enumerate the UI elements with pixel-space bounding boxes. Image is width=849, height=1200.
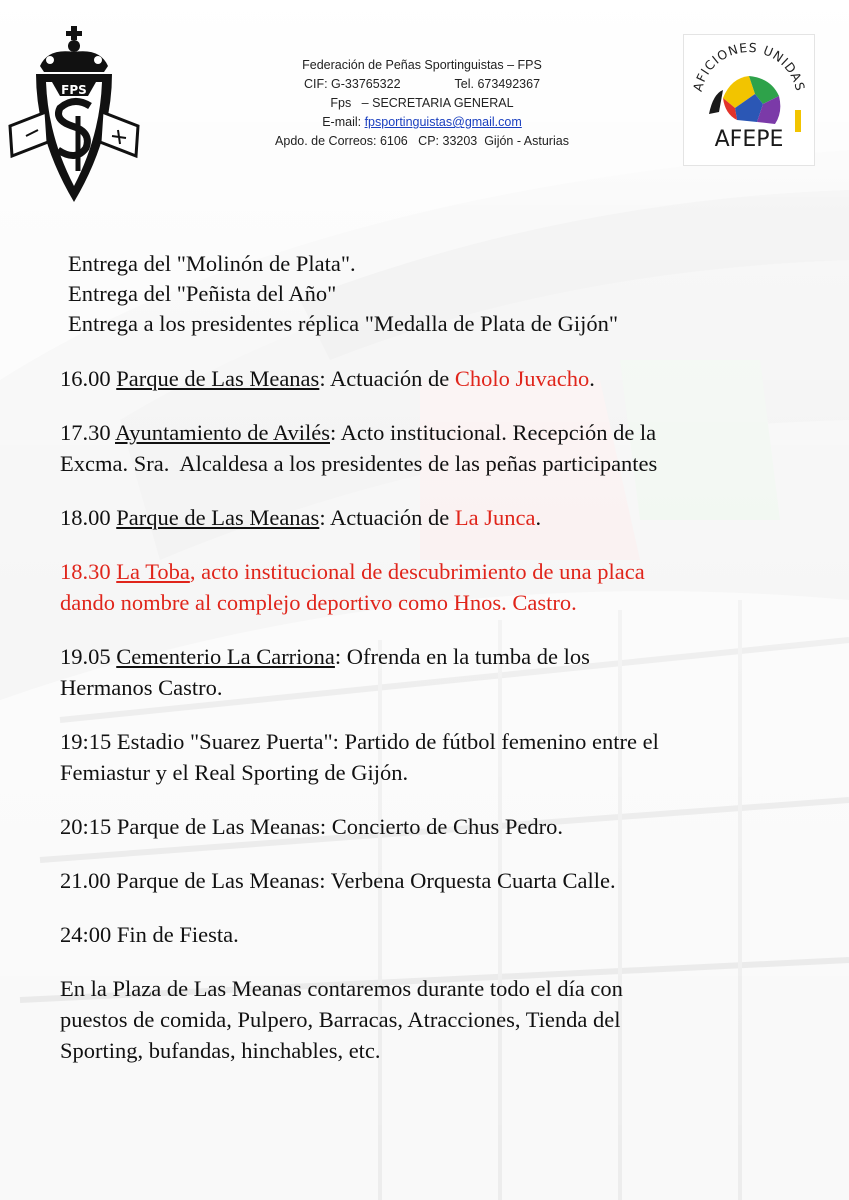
event-text-end: .: [589, 366, 595, 391]
event-time: 18.00: [60, 505, 111, 530]
event-text-line2: Excma. Sra. Alcaldesa a los presidentes de las peñas participantes: [60, 451, 658, 476]
afepe-name: AFEPE: [714, 127, 784, 152]
performer-name: Cholo Juvacho: [454, 366, 590, 391]
event-ayuntamiento: [60, 417, 800, 479]
event-line: 20:15 Parque de Las Meanas: Concierto de Chus Pedro.: [60, 814, 564, 839]
afepe-arc-text: AFICIONES UNIDAS: [689, 39, 809, 94]
event-place: Ayuntamiento de Avilés: [115, 420, 330, 445]
event-text: : Ofrenda en la tumba de los: [334, 644, 590, 669]
event-concierto: [60, 811, 800, 842]
award-line: Entrega del "Peñista del Año": [68, 281, 337, 306]
event-fin-fiesta: [60, 919, 800, 950]
crest-letters: FPS: [61, 83, 87, 97]
email-link[interactable]: fpsportinguistas@gmail.com: [364, 115, 522, 129]
event-place: Parque de Las Meanas: [116, 366, 320, 391]
event-time: 17.30: [60, 420, 111, 445]
cif-phone-row: [250, 75, 594, 94]
event-text: : Actuación de: [319, 366, 455, 391]
secretaria-label: Fps – SECRETARIA GENERAL: [330, 96, 514, 110]
event-line: 19:15 Estadio "Suarez Puerta": Partido de fútbol femenino entre el: [60, 729, 659, 754]
award-line: Entrega a los presidentes réplica "Medalla de Plata de Gijón": [68, 311, 619, 336]
closing-note: [60, 973, 800, 1066]
phone-number: Tel. 673492367: [454, 77, 541, 91]
event-time: 19.05: [60, 644, 111, 669]
sporting-crest-logo: [8, 26, 140, 206]
org-name: Federación de Peñas Sportinguistas – FPS: [302, 58, 542, 72]
event-cementerio: [60, 641, 800, 703]
awards-list: [60, 249, 800, 339]
event-place: Cementerio La Carriona: [116, 644, 335, 669]
performer-name: La Junca: [454, 505, 536, 530]
note-line: En la Plaza de Las Meanas contaremos durante todo el día con: [60, 976, 623, 1001]
header-contact-block: [250, 56, 594, 151]
event-time: 18.30: [60, 559, 111, 584]
event-text-line2: dando nombre al complejo deportivo como Hnos. Castro.: [60, 590, 577, 615]
cif-number: CIF: G-33765322: [303, 77, 401, 91]
event-text-end: .: [535, 505, 542, 530]
event-line: Femiastur y el Real Sporting de Gijón.: [60, 760, 409, 785]
event-place: La Toba: [116, 559, 190, 584]
event-program: [60, 249, 800, 1066]
event-la-junca: [60, 502, 800, 533]
email-label: E-mail:: [322, 115, 365, 129]
afepe-logo: [683, 34, 815, 166]
event-cholo-juvacho: [60, 363, 800, 394]
event-futbol-femenino: [60, 726, 800, 788]
event-line: 24:00 Fin de Fiesta.: [60, 922, 239, 947]
note-line: puestos de comida, Pulpero, Barracas, Atracciones, Tienda del: [60, 1007, 621, 1032]
event-text: , acto institucional de descubrimiento de una placa: [189, 559, 645, 584]
event-la-toba: [60, 556, 800, 618]
award-line: Entrega del "Molinón de Plata".: [68, 251, 356, 276]
event-verbena: [60, 865, 800, 896]
event-text: : Actuación de: [319, 505, 455, 530]
event-place: Parque de Las Meanas: [116, 505, 320, 530]
event-line: 21.00 Parque de Las Meanas: Verbena Orquesta Cuarta Calle.: [60, 868, 616, 893]
email-row: [250, 113, 594, 132]
event-text-line2: Hermanos Castro.: [60, 675, 223, 700]
event-time: 16.00: [60, 366, 111, 391]
postal-address: Apdo. de Correos: 6106 CP: 33203 Gijón - Asturias: [275, 134, 569, 148]
event-text: : Acto institucional. Recepción de la: [330, 420, 657, 445]
note-line: Sporting, bufandas, hinchables, etc.: [60, 1038, 381, 1063]
